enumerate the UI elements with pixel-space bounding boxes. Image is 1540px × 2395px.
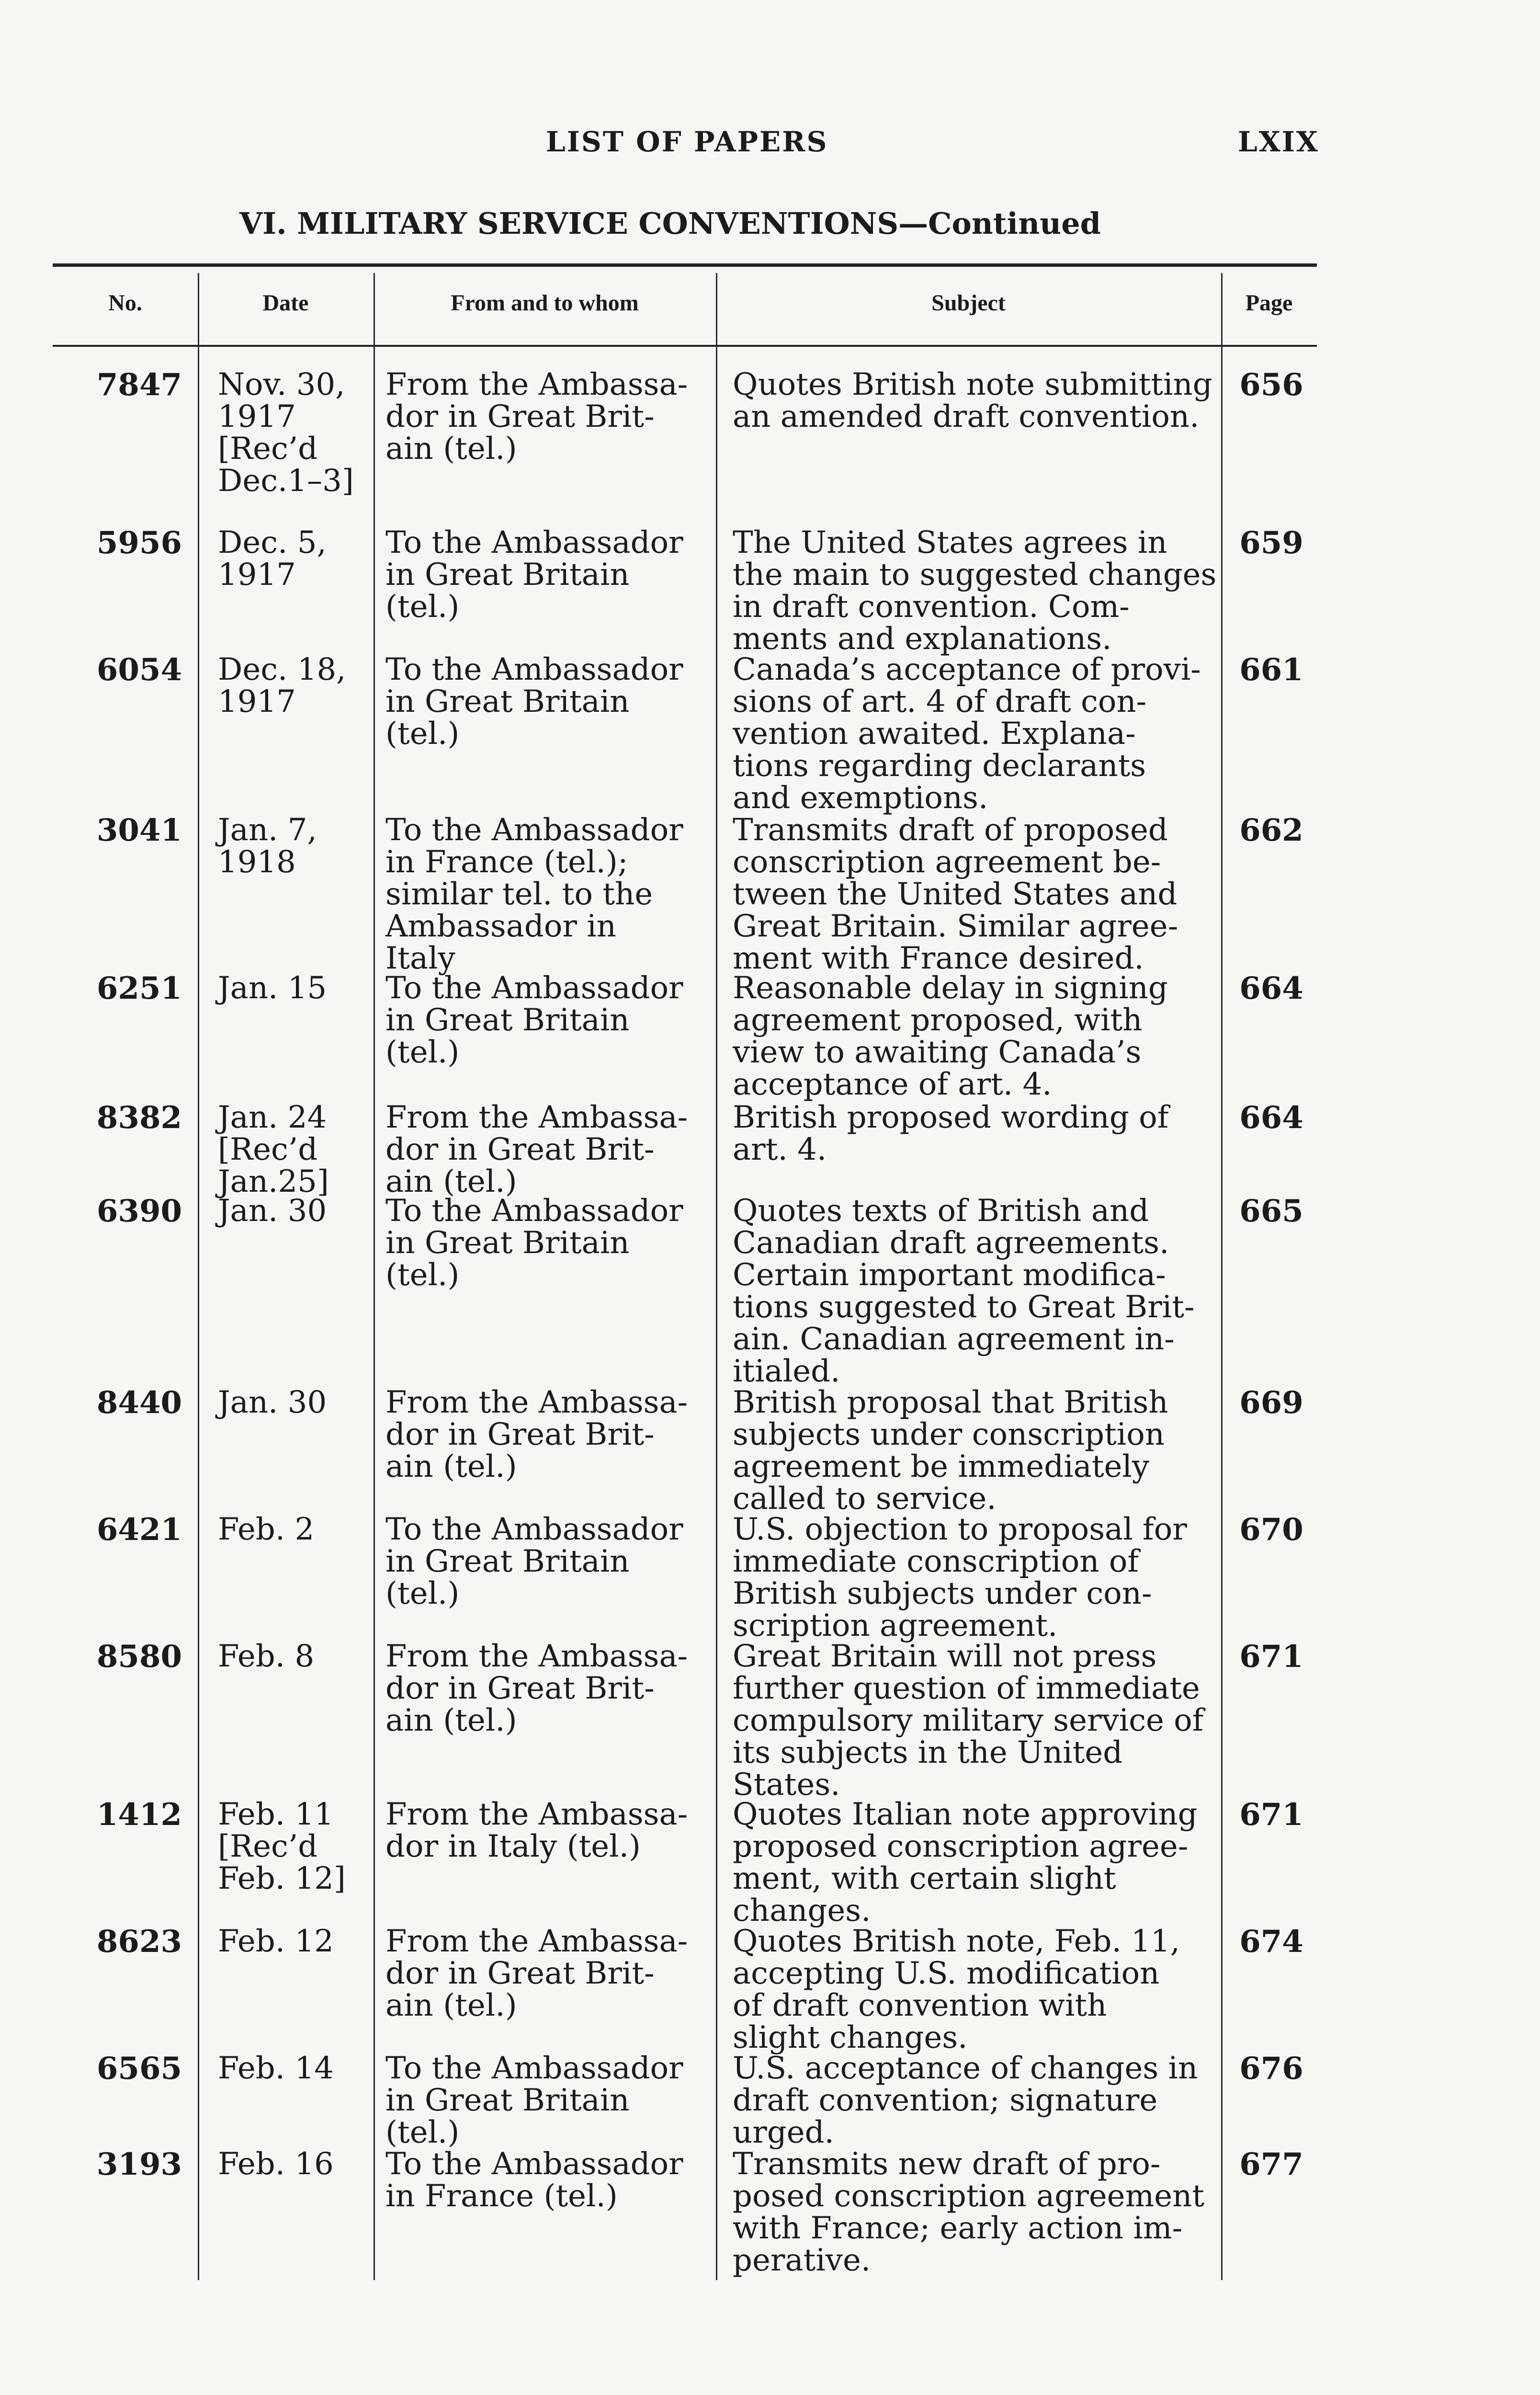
paper-date-line: Feb. 2	[218, 1512, 315, 1547]
paper-number: 5956	[96, 525, 182, 561]
paper-from-to-line: dor in Great Brit-	[385, 1956, 655, 1991]
paper-from-to-line: in Great Britain	[385, 1225, 630, 1261]
paper-subject-line: sions of art. 4 of draft con-	[733, 684, 1147, 719]
paper-subject-line: ment, with certain slight	[733, 1861, 1116, 1896]
paper-from-to	[385, 2148, 764, 2213]
paper-subject-line: accepting U.S. modification	[733, 1956, 1160, 1991]
paper-from-to	[385, 527, 764, 623]
paper-subject	[733, 369, 1269, 433]
paper-from-to-line: To the Ambassador	[385, 1193, 683, 1229]
paper-from-to-line: ain (tel.)	[385, 1703, 517, 1738]
paper-date-line: Feb. 12	[218, 1924, 334, 1959]
paper-date	[218, 1799, 414, 1895]
paper-from-to-line: From the Ambassa-	[385, 1385, 688, 1420]
paper-date-line: Feb. 8	[218, 1639, 315, 1674]
paper-subject	[733, 1102, 1269, 1166]
paper-subject-line: scription agreement.	[733, 1608, 1058, 1643]
paper-subject-line: British subjects under con-	[733, 1576, 1152, 1611]
paper-page: 671	[1239, 1797, 1303, 1833]
paper-subject-line: and exemptions.	[733, 780, 988, 816]
paper-page: 670	[1239, 1512, 1303, 1548]
paper-from-to-line: From the Ambassa-	[385, 1100, 688, 1135]
paper-from-to-line: similar tel. to the	[385, 877, 653, 912]
paper-subject-line: in draft convention. Com-	[733, 589, 1130, 625]
paper-date	[218, 1102, 414, 1198]
paper-date	[218, 814, 414, 878]
header-no: No.	[108, 290, 142, 316]
paper-date-line: 1917	[218, 684, 296, 719]
paper-date-line: Feb. 12]	[218, 1861, 346, 1896]
paper-subject	[733, 1641, 1269, 1801]
paper-page: 677	[1239, 2146, 1303, 2182]
paper-subject-line: posed conscription agreement	[733, 2178, 1205, 2214]
paper-subject-line: Transmits draft of proposed	[733, 812, 1168, 848]
paper-subject	[733, 1387, 1269, 1515]
paper-from-to-line: (tel.)	[385, 589, 460, 625]
paper-number: 6251	[96, 970, 182, 1006]
paper-from-to	[385, 1195, 764, 1291]
paper-subject-line: Quotes British note submitting	[733, 367, 1212, 402]
paper-subject-line: urged.	[733, 2115, 834, 2150]
paper-subject-line: U.S. objection to proposal for	[733, 1512, 1187, 1547]
paper-subject	[733, 1195, 1269, 1388]
paper-date-line: [Rec’d	[218, 431, 318, 467]
section-title: VI. MILITARY SERVICE CONVENTIONS—Continued	[239, 206, 1101, 241]
paper-subject-line: agreement be immediately	[733, 1449, 1150, 1484]
paper-subject-line: Great Britain will not press	[733, 1639, 1157, 1674]
paper-subject	[733, 972, 1269, 1101]
paper-from-to-line: (tel.)	[385, 1035, 460, 1070]
running-head-title: LIST OF PAPERS	[546, 125, 828, 158]
paper-subject-line: Great Britain. Similar agree-	[733, 909, 1178, 944]
paper-page: 674	[1239, 1924, 1303, 1960]
paper-subject-line: Quotes texts of British and	[733, 1193, 1149, 1229]
paper-from-to-line: dor in Great Brit-	[385, 399, 655, 434]
paper-subject-line: ments and explanations.	[733, 621, 1112, 657]
paper-date-line: Feb. 14	[218, 2051, 334, 2086]
paper-subject-line: view to awaiting Canada’s	[733, 1035, 1142, 1070]
paper-subject-line: Quotes British note, Feb. 11,	[733, 1924, 1180, 1959]
paper-subject	[733, 2148, 1269, 2277]
paper-subject-line: Canadian draft agreements.	[733, 1225, 1169, 1261]
paper-page: 665	[1239, 1193, 1303, 1229]
paper-subject-line: itialed.	[733, 1354, 840, 1389]
paper-number: 8382	[96, 1100, 182, 1136]
paper-from-to-line: To the Ambassador	[385, 1512, 683, 1547]
paper-subject-line: the main to suggested changes	[733, 557, 1217, 593]
paper-from-to-line: From the Ambassa-	[385, 1797, 688, 1832]
paper-date	[218, 972, 414, 1004]
paper-page: 671	[1239, 1639, 1303, 1675]
paper-number: 6421	[96, 1512, 182, 1548]
paper-subject-line: its subjects in the United	[733, 1735, 1123, 1770]
paper-subject-line: immediate conscription of	[733, 1544, 1139, 1579]
paper-from-to	[385, 1641, 764, 1737]
paper-subject-line: Reasonable delay in signing	[733, 970, 1168, 1006]
paper-subject	[733, 1799, 1269, 1927]
paper-number: 6565	[96, 2051, 182, 2087]
paper-from-to-line: ain (tel.)	[385, 1164, 517, 1199]
paper-date-line: Nov. 30,	[218, 367, 345, 402]
paper-date-line: Dec. 5,	[218, 525, 327, 560]
paper-from-to-line: in France (tel.)	[385, 2178, 618, 2214]
paper-number: 3193	[96, 2146, 182, 2182]
table-top-rule	[53, 263, 1317, 267]
header-from: From and to whom	[451, 290, 639, 316]
paper-subject-line: British proposal that British	[733, 1385, 1168, 1420]
paper-from-to	[385, 1514, 764, 1610]
paper-date-line: Feb. 11	[218, 1797, 334, 1832]
paper-from-to-line: ain (tel.)	[385, 1449, 517, 1484]
paper-subject-line: tions regarding declarants	[733, 748, 1146, 784]
paper-subject-line: States.	[733, 1767, 840, 1802]
paper-date-line: Jan. 15	[218, 970, 327, 1006]
paper-page: 676	[1239, 2051, 1303, 2087]
paper-date	[218, 2148, 414, 2180]
paper-subject-line: called to service.	[733, 1481, 996, 1517]
paper-date-line: Jan. 7,	[218, 812, 317, 848]
paper-subject-line: British proposed wording of	[733, 1100, 1169, 1135]
paper-from-to	[385, 369, 764, 465]
paper-date	[218, 2053, 414, 2085]
paper-from-to-line: dor in Great Brit-	[385, 1132, 655, 1167]
paper-from-to	[385, 972, 764, 1069]
paper-subject-line: with France; early action im-	[733, 2211, 1183, 2246]
paper-subject-line: an amended draft convention.	[733, 399, 1200, 434]
paper-subject	[733, 814, 1269, 975]
paper-date-line: Jan. 30	[218, 1385, 327, 1420]
paper-date-line: Feb. 16	[218, 2146, 334, 2182]
paper-from-to	[385, 1799, 764, 1863]
paper-from-to-line: (tel.)	[385, 1576, 460, 1611]
paper-date	[218, 369, 414, 497]
paper-subject-line: The United States agrees in	[733, 525, 1167, 560]
paper-from-to	[385, 1102, 764, 1198]
paper-subject-line: Canada’s acceptance of provi-	[733, 652, 1201, 687]
paper-date-line: [Rec’d	[218, 1132, 318, 1167]
paper-from-to-line: To the Ambassador	[385, 970, 683, 1006]
paper-from-to-line: To the Ambassador	[385, 812, 683, 848]
paper-from-to-line: From the Ambassa-	[385, 1924, 688, 1959]
paper-date-line: 1917	[218, 399, 296, 434]
paper-from-to-line: in Great Britain	[385, 557, 630, 593]
paper-from-to-line: Ambassador in	[385, 909, 616, 944]
paper-number: 8623	[96, 1924, 182, 1960]
paper-subject-line: conscription agreement be-	[733, 844, 1161, 880]
paper-subject	[733, 527, 1269, 655]
paper-from-to-line: To the Ambassador	[385, 525, 683, 560]
paper-from-to	[385, 1926, 764, 2022]
paper-from-to-line: From the Ambassa-	[385, 1639, 688, 1674]
paper-number: 7847	[96, 367, 182, 403]
paper-date	[218, 1514, 414, 1546]
paper-from-to-line: dor in Italy (tel.)	[385, 1829, 641, 1864]
paper-page: 669	[1239, 1385, 1303, 1421]
paper-from-to	[385, 814, 764, 975]
paper-from-to-line: dor in Great Brit-	[385, 1417, 655, 1452]
paper-date	[218, 1195, 414, 1227]
paper-from-to-line: Italy	[385, 941, 455, 976]
paper-from-to-line: in France (tel.);	[385, 844, 628, 880]
paper-page: 656	[1239, 367, 1303, 403]
paper-subject-line: further question of immediate	[733, 1671, 1200, 1706]
paper-from-to-line: To the Ambassador	[385, 2146, 683, 2182]
paper-from-to	[385, 1387, 764, 1483]
paper-subject-line: proposed conscription agree-	[733, 1829, 1189, 1864]
column-divider	[198, 273, 199, 2280]
papers-table	[53, 263, 1317, 2280]
paper-page: 664	[1239, 1100, 1303, 1136]
paper-number: 6390	[96, 1193, 182, 1229]
paper-subject-line: slight changes.	[733, 2020, 968, 2055]
paper-date-line: Jan. 30	[218, 1193, 327, 1229]
paper-date	[218, 1387, 414, 1419]
paper-subject-line: Certain important modifica-	[733, 1257, 1166, 1293]
paper-date	[218, 1641, 414, 1673]
paper-subject-line: art. 4.	[733, 1132, 827, 1167]
paper-date	[218, 654, 414, 718]
paper-date-line: [Rec’d	[218, 1829, 318, 1864]
paper-from-to-line: (tel.)	[385, 2115, 460, 2150]
paper-subject	[733, 2053, 1269, 2149]
paper-number: 8440	[96, 1385, 182, 1421]
paper-number: 3041	[96, 812, 182, 848]
paper-subject-line: tions suggested to Great Brit-	[733, 1289, 1195, 1325]
paper-date-line: Dec. 18,	[218, 652, 346, 687]
paper-from-to-line: (tel.)	[385, 1257, 460, 1293]
paper-from-to	[385, 654, 764, 750]
paper-subject-line: vention awaited. Explana-	[733, 716, 1136, 752]
paper-number: 6054	[96, 652, 182, 688]
paper-from-to-line: ain (tel.)	[385, 1988, 517, 2023]
paper-date-line: Jan.25]	[218, 1164, 329, 1199]
paper-subject-line: changes.	[733, 1893, 871, 1928]
paper-from-to-line: ain (tel.)	[385, 431, 517, 467]
paper-page: 659	[1239, 525, 1303, 561]
paper-date-line: 1918	[218, 844, 296, 880]
paper-from-to-line: in Great Britain	[385, 1003, 630, 1038]
paper-page: 664	[1239, 970, 1303, 1006]
paper-from-to-line: in Great Britain	[385, 1544, 630, 1579]
paper-number: 1412	[96, 1797, 182, 1833]
header-subject: Subject	[931, 290, 1006, 316]
paper-subject-line: Transmits new draft of pro-	[733, 2146, 1161, 2182]
paper-from-to-line: From the Ambassa-	[385, 367, 688, 402]
paper-subject-line: agreement proposed, with	[733, 1003, 1143, 1038]
paper-subject	[733, 1514, 1269, 1642]
paper-date-line: 1917	[218, 557, 296, 593]
header-page: Page	[1245, 290, 1293, 316]
paper-from-to-line: dor in Great Brit-	[385, 1671, 655, 1706]
paper-subject-line: tween the United States and	[733, 877, 1178, 912]
paper-from-to-line: in Great Britain	[385, 684, 630, 719]
paper-subject-line: of draft convention with	[733, 1988, 1107, 2023]
paper-subject-line: ain. Canadian agreement in-	[733, 1322, 1175, 1357]
paper-from-to-line: To the Ambassador	[385, 652, 683, 687]
paper-number: 8580	[96, 1639, 182, 1675]
page-number: LXIX	[1238, 125, 1319, 158]
paper-from-to	[385, 2053, 764, 2149]
paper-subject-line: compulsory military service of	[733, 1703, 1204, 1738]
paper-subject-line: perative.	[733, 2243, 871, 2278]
header-rule	[53, 345, 1317, 347]
paper-date-line: Dec.1–3]	[218, 463, 354, 499]
paper-from-to-line: in Great Britain	[385, 2083, 630, 2118]
paper-subject-line: acceptance of art. 4.	[733, 1067, 1052, 1102]
paper-subject-line: ment with France desired.	[733, 941, 1144, 976]
paper-from-to-line: To the Ambassador	[385, 2051, 683, 2086]
paper-page: 662	[1239, 812, 1303, 848]
paper-subject	[733, 1926, 1269, 2054]
paper-subject-line: subjects under conscription	[733, 1417, 1165, 1452]
paper-subject-line: Quotes Italian note approving	[733, 1797, 1198, 1832]
paper-page: 661	[1239, 652, 1303, 688]
paper-date	[218, 527, 414, 591]
paper-subject	[733, 654, 1269, 814]
header-date: Date	[262, 290, 309, 316]
paper-from-to-line: (tel.)	[385, 716, 460, 752]
paper-date	[218, 1926, 414, 1958]
paper-date-line: Jan. 24	[218, 1100, 327, 1135]
paper-subject-line: draft convention; signature	[733, 2083, 1158, 2118]
paper-subject-line: U.S. acceptance of changes in	[733, 2051, 1198, 2086]
